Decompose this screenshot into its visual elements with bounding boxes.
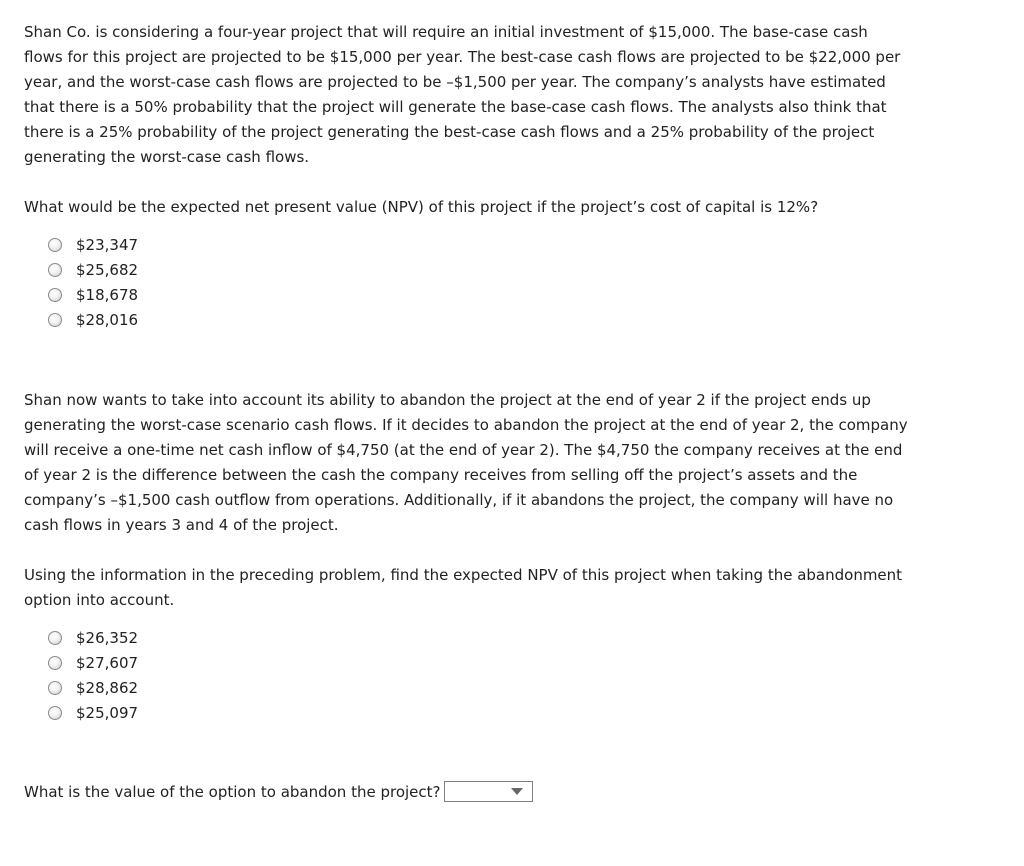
radio-button-icon[interactable]	[48, 263, 62, 277]
answer-dropdown[interactable]	[444, 781, 533, 802]
radio-button-icon[interactable]	[48, 288, 62, 302]
text-line: company’s –$1,500 cash outflow from operations. Additionally, if it abandons the project, the company will have no	[24, 491, 894, 509]
option-label: $28,862	[76, 678, 139, 697]
question-2	[24, 388, 924, 725]
option-26352[interactable]	[48, 625, 924, 650]
text-line: Shan Co. is considering a four-year project that will require an initial investment of $15,000. The base-case cash	[24, 23, 868, 41]
question-1	[24, 20, 924, 332]
option-28862[interactable]	[48, 675, 924, 700]
option-label: $26,352	[76, 628, 139, 647]
question-3-prompt: What is the value of the option to abandon the project?	[24, 782, 441, 801]
option-27607[interactable]	[48, 650, 924, 675]
radio-button-icon[interactable]	[48, 313, 62, 327]
question-2-options	[48, 625, 924, 725]
text-line: cash flows in years 3 and 4 of the project.	[24, 516, 339, 534]
text-line: year, and the worst-case cash flows are projected to be –$1,500 per year. The company’s analysts have estimated	[24, 73, 886, 91]
question-2-prompt	[24, 563, 924, 613]
question-3	[24, 781, 533, 802]
question-2-scenario	[24, 388, 924, 538]
text-line: will receive a one-time net cash inflow of $4,750 (at the end of year 2). The $4,750 the company receives at the end	[24, 441, 903, 459]
option-25097[interactable]	[48, 700, 924, 725]
option-28016[interactable]	[48, 307, 924, 332]
radio-button-icon[interactable]	[48, 706, 62, 720]
option-label: $25,682	[76, 260, 139, 279]
option-label: $18,678	[76, 285, 139, 304]
option-18678[interactable]	[48, 282, 924, 307]
text-line: Using the information in the preceding problem, find the expected NPV of this project when taking the abandonment	[24, 566, 903, 584]
text-line: of year 2 is the difference between the cash the company receives from selling off the project’s assets and the	[24, 466, 858, 484]
radio-button-icon[interactable]	[48, 238, 62, 252]
text-line: Shan now wants to take into account its ability to abandon the project at the end of year 2 if the project ends up	[24, 391, 871, 409]
option-25682[interactable]	[48, 257, 924, 282]
text-line: flows for this project are projected to be $15,000 per year. The best-case cash flows are projected to be $22,000 per	[24, 48, 901, 66]
option-label: $28,016	[76, 310, 139, 329]
option-label: $27,607	[76, 653, 139, 672]
radio-button-icon[interactable]	[48, 631, 62, 645]
radio-button-icon[interactable]	[48, 656, 62, 670]
option-label: $23,347	[76, 235, 139, 254]
text-line: generating the worst-case cash flows.	[24, 148, 310, 166]
text-line: there is a 25% probability of the project generating the best-case cash flows and a 25% probability of the project	[24, 123, 875, 141]
question-1-scenario	[24, 20, 924, 170]
option-23347[interactable]	[48, 232, 924, 257]
text-line: generating the worst-case scenario cash flows. If it decides to abandon the project at the end of year 2, the company	[24, 416, 908, 434]
text-line: option into account.	[24, 591, 175, 609]
question-1-prompt: What would be the expected net present value (NPV) of this project if the project’s cost of capital is 12%?	[24, 198, 819, 216]
question-1-options	[48, 232, 924, 332]
radio-button-icon[interactable]	[48, 681, 62, 695]
text-line: that there is a 50% probability that the project will generate the base-case cash flows. The analysts also think that	[24, 98, 887, 116]
chevron-down-icon	[511, 788, 523, 795]
question-2-block	[24, 563, 924, 725]
option-label: $25,097	[76, 703, 139, 722]
